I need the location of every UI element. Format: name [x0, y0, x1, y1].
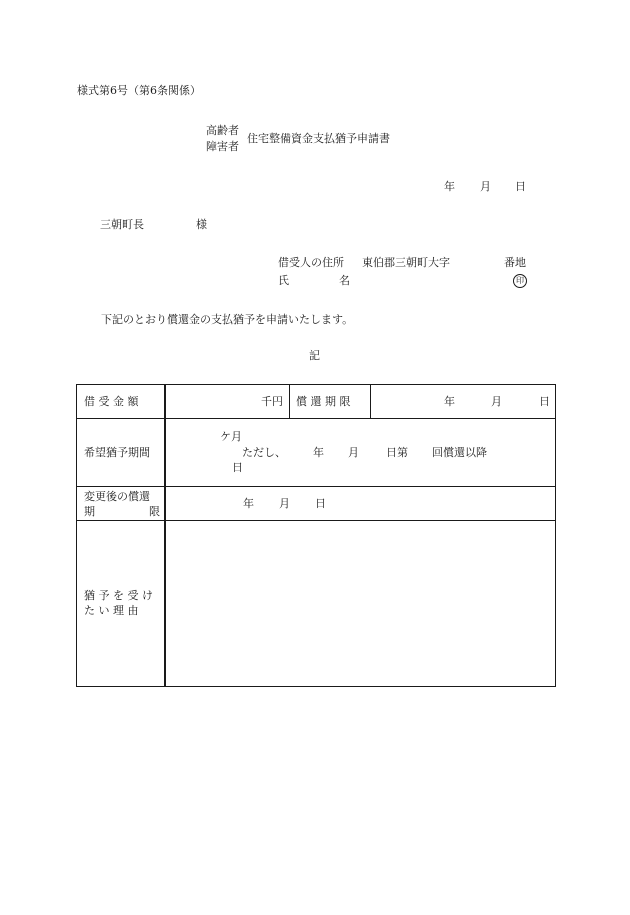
addressee-suffix: 様 [196, 218, 207, 231]
table-line [76, 418, 556, 419]
proviso-year: 年 [313, 446, 324, 459]
repayment-period-label: 償 還 期 限 [296, 395, 351, 408]
table-line [164, 384, 166, 687]
table-line [555, 384, 556, 687]
table-line [76, 384, 556, 385]
applicant-address-value: 東伯郡三朝町大字 [362, 256, 450, 269]
applicant-name-label-2: 名 [339, 274, 350, 287]
proviso-month: 月 [348, 446, 359, 459]
proviso-day-nth: 日第 [386, 446, 408, 459]
title-prefix-bottom: 障害者 [206, 140, 239, 153]
table-line [76, 486, 556, 487]
repayment-month: 月 [491, 395, 502, 408]
date-day: 日 [515, 180, 526, 193]
reason-label-line2: た い 理 由 [84, 604, 139, 617]
repayment-year: 年 [444, 395, 455, 408]
document-title: 住宅整備資金支払猶予申請書 [247, 132, 390, 145]
applicant-address-label: 借受人の住所 [278, 256, 344, 269]
table-line [76, 686, 556, 687]
date-year: 年 [444, 180, 455, 193]
changed-label-line1: 変更後の償還 [84, 490, 150, 503]
loan-amount-label: 借 受 金 額 [84, 395, 139, 408]
proviso: ただし、 [242, 446, 286, 459]
changed-label-line2a: 期 [84, 505, 95, 518]
desired-period-label: 希望猶予期間 [84, 446, 150, 459]
changed-label-line2b: 限 [149, 505, 160, 518]
title-prefix-top: 高齢者 [206, 124, 239, 137]
table-line [370, 384, 371, 419]
desired-day: 日 [232, 461, 243, 474]
form-number: 様式第6号（第6条関係） [77, 84, 201, 97]
proviso-after: 回償還以降 [432, 446, 487, 459]
body-text: 下記のとおり償還金の支払猶予を申請いたします。 [101, 313, 354, 326]
desired-months: ケ月 [220, 430, 242, 443]
repayment-day: 日 [539, 395, 550, 408]
addressee-name: 三朝町長 [100, 218, 144, 231]
table-line [76, 384, 77, 687]
reason-label-line1: 猶 予 を 受 け [84, 589, 153, 602]
changed-month: 月 [279, 497, 290, 510]
changed-day: 日 [315, 497, 326, 510]
ki-label: 記 [309, 349, 320, 362]
loan-amount-unit: 千円 [261, 395, 283, 408]
applicant-name-label-1: 氏 [278, 274, 289, 287]
changed-year: 年 [243, 497, 254, 510]
date-month: 月 [480, 180, 491, 193]
table-line [76, 520, 556, 521]
table-line [289, 384, 290, 419]
applicant-address-suffix: 番地 [504, 256, 526, 269]
seal-mark: 印 [513, 274, 527, 288]
